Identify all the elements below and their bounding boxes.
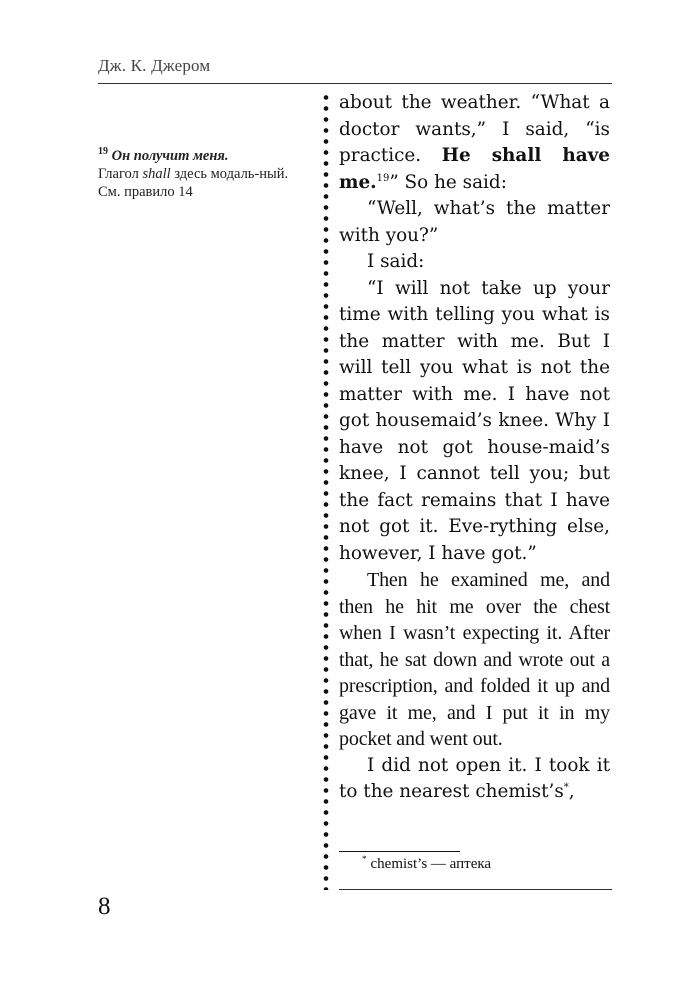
paragraph-6 bbox=[339, 753, 610, 806]
footnote-marker: * bbox=[362, 854, 367, 864]
margin-note-number: 19 bbox=[98, 146, 108, 158]
footnote bbox=[362, 856, 491, 873]
margin-note-title: Он получит меня. bbox=[111, 148, 229, 164]
margin-note-text-start: Глагол bbox=[98, 166, 143, 182]
footnote-ref-19: 19 bbox=[376, 172, 390, 184]
header-divider bbox=[98, 83, 612, 84]
paragraph-1 bbox=[339, 90, 610, 196]
paragraph-4: “I will not take up your time with telling you what is the matter with me. But I will tell you what is not the matter with me. I have not got housemaid’s knee. Why I have not got house-maid’s knee, I cannot tell you; but the fact remains that I have not got it. Eve-rything else, however, I have got.” bbox=[339, 277, 610, 564]
paragraph-1-end: ” So he said: bbox=[389, 171, 507, 193]
page-number: 8 bbox=[98, 893, 111, 920]
paragraph-1-bold: He shall have me. bbox=[339, 145, 610, 193]
footnote-divider bbox=[339, 851, 460, 852]
running-head: Дж. К. Джером bbox=[98, 56, 211, 75]
paragraph-1-start: about the weather. “What a doctor wants,” I said, “is practice. bbox=[339, 92, 610, 166]
main-text-column bbox=[339, 90, 610, 806]
margin-note-keyword: shall bbox=[142, 166, 171, 182]
footer-divider bbox=[339, 889, 612, 890]
dotted-divider bbox=[322, 92, 330, 890]
paragraph-2: “Well, what’s the matter with you?” bbox=[339, 198, 610, 246]
footnote-text: chemist’s — аптека bbox=[370, 856, 492, 872]
margin-note-text-end: здесь модаль-ный. См. правило 14 bbox=[98, 166, 289, 200]
margin-note bbox=[98, 147, 303, 201]
paragraph-3: I said: bbox=[367, 251, 425, 272]
footnote-ref-star: * bbox=[563, 781, 569, 793]
paragraph-6-text: I did not open it. I took it to the nearest chemist’s bbox=[339, 754, 610, 802]
paragraph-5: Then he examined me, and then he hit me over the chest when I wasn’t expecting it. After that, he sat down and wrote out a prescription, and folded it up and gave it me, and I put it in my pocket and went out. bbox=[339, 569, 610, 750]
paragraph-6-end: , bbox=[568, 781, 575, 802]
